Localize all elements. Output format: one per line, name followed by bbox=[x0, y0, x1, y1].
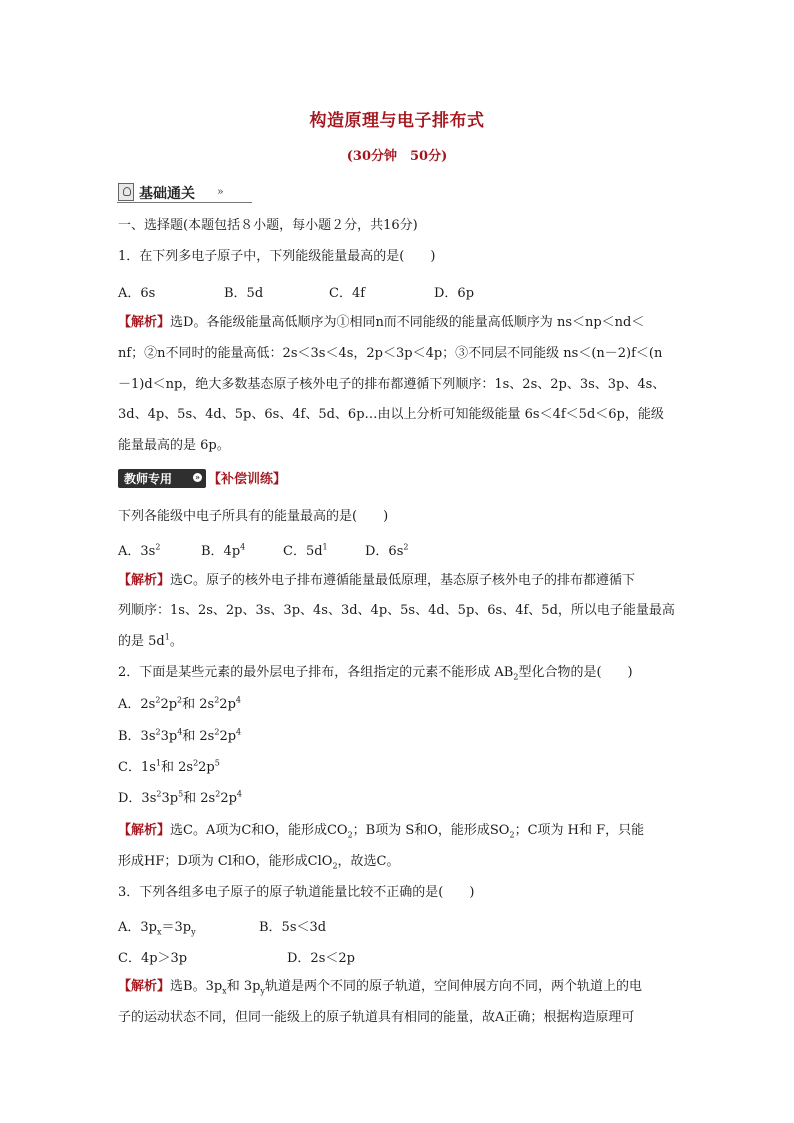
q3-option-d: D．2s＜2p bbox=[287, 951, 355, 966]
double-arrow-icon: » bbox=[217, 185, 224, 198]
question-3-stem: 3．下列各组多电子原子的原子轨道能量比较不正确的是( ) bbox=[118, 885, 475, 900]
supplement-option-a: A．$3s^2$ bbox=[118, 542, 161, 559]
q2-option-c: C．$1s^1$和 $2s^22p^5$ bbox=[118, 758, 220, 775]
q3-option-c: C．4p＞3p bbox=[118, 951, 188, 966]
q2-option-b: B．$3s^23p^4$和 $2s^22p^4$ bbox=[118, 727, 242, 744]
q2-explanation-line: 形成HF；D项为 Cl和O，能形成ClO$_2$，故选C。 bbox=[118, 854, 400, 871]
section-header bbox=[117, 183, 257, 203]
q1-option-c: C．4f bbox=[329, 286, 366, 301]
q2-option-d: D．$3s^23p^5$和 $2s^22p^4$ bbox=[118, 789, 243, 806]
supplement-option-b: B．$4p^4$ bbox=[201, 542, 246, 559]
supplement-stem: 下列各能级中电子所具有的能量最高的是( ) bbox=[118, 509, 389, 524]
q1-option-a: A．6s bbox=[118, 286, 156, 301]
supplement-option-c: C．$5d^1$ bbox=[283, 542, 328, 559]
supplement-explanation-line: 【解析】选C。原子的核外电子排布遵循能量最低原理，基态原子核外电子的排布都遵循下 bbox=[118, 573, 635, 588]
arrow-circle-icon: » bbox=[195, 472, 200, 482]
lightbulb-icon bbox=[118, 183, 134, 201]
q1-explanation-line: nf；②n不同时的能量高低：2s＜3s＜4s，2p＜3p＜4p；③不同层不同能级 ns＜(n－2)f＜(n bbox=[118, 346, 663, 361]
q2-explanation-line: 【解析】选C。A项为C和O，能形成$CO_2$；B项为 S和O，能形成$SO_2$；C项为 H和 F，只能 bbox=[118, 823, 645, 840]
page-subtitle: (30分钟 50分) bbox=[346, 149, 448, 164]
q3-explanation-line: 【解析】选B。$3p_x$和 $3p_y$轨道是两个不同的原子轨道，空间伸展方向不同，两个轨道上的电 bbox=[118, 979, 642, 996]
q3-option-b: B．5s＜3d bbox=[259, 920, 327, 935]
supplement-explanation-line: 的是 $5d^1$。 bbox=[118, 632, 183, 649]
section-rule bbox=[117, 202, 252, 203]
question-2-stem: 2．下面是某些元素的最外层电子排布，各组指定的元素不能形成 $AB_2$型化合物的是( ) bbox=[118, 665, 633, 682]
q3-option-a: A．$3p_x=3p_y$ bbox=[118, 920, 196, 937]
q2-option-a: A．$2s^22p^2$和 $2s^22p^4$ bbox=[118, 695, 241, 712]
section-label: 基础通关 bbox=[139, 186, 195, 202]
q1-explanation-line: 3d、4p、5s、4d、5p、6s、4f、5d、6p…由以上分析可知能级能量 6s＜4f＜5d＜6p，能级 bbox=[118, 407, 664, 422]
q1-option-b: B．5d bbox=[224, 286, 264, 301]
supplement-tag: 【补偿训练】 bbox=[208, 472, 287, 487]
explanation-label: 【解析】 bbox=[118, 979, 171, 994]
part-heading: 一、选择题(本题包括８小题，每小题２分，共16分) bbox=[118, 218, 418, 233]
q1-explanation-line: －1)d＜np，绝大多数基态原子核外电子的排布都遵循下列顺序：1s、2s、2p、3s、3p、4s、 bbox=[118, 377, 666, 392]
explanation-label: 【解析】 bbox=[118, 315, 171, 330]
supplement-option-d: D．$6s^2$ bbox=[365, 542, 409, 559]
explanation-label: 【解析】 bbox=[118, 573, 171, 588]
teacher-only-badge: 教师专用 » bbox=[118, 469, 206, 488]
supplement-explanation-line: 列顺序：1s、2s、2p、3s、3p、4s、3d、4p、5s、4d、5p、6s、4f、5d，所以电子能量最高 bbox=[118, 603, 675, 618]
q1-explanation-line: 能量最高的是 6p。 bbox=[118, 438, 230, 453]
page-title: 构造原理与电子排布式 bbox=[309, 111, 485, 131]
q1-explanation-line: 【解析】选D。各能级能量高低顺序为①相同n而不同能级的能量高低顺序为 ns＜np＜nd＜ bbox=[118, 315, 645, 330]
question-1-stem: 1．在下列多电子原子中，下列能级能量最高的是( ) bbox=[118, 249, 436, 264]
q1-option-d: D．6p bbox=[434, 286, 475, 301]
q3-explanation-line: 子的运动状态不同，但同一能级上的原子轨道具有相同的能量，故A正确；根据构造原理可 bbox=[118, 1010, 635, 1025]
explanation-label: 【解析】 bbox=[118, 823, 171, 838]
